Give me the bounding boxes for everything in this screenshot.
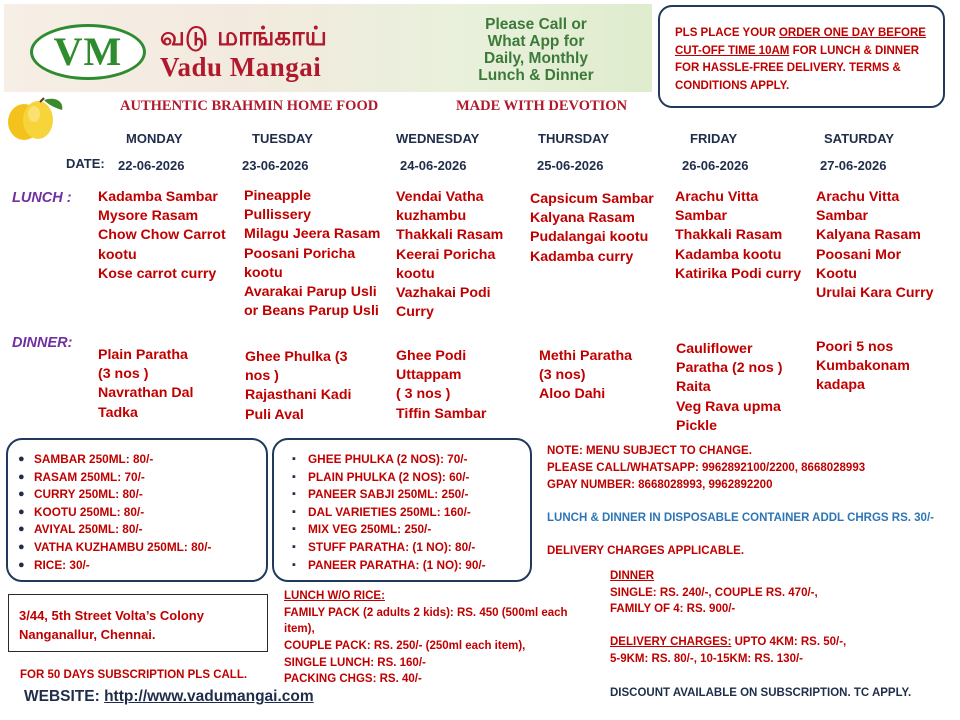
lunch-wo-rice-line: COUPLE PACK: RS. 250/- (250ml each item), — [284, 640, 526, 652]
day-monday: MONDAY — [126, 131, 183, 146]
date-saturday: 27-06-2026 — [820, 158, 887, 173]
price-text: PANEER SABJI 250ML: 250/- — [308, 487, 469, 502]
menu-item: kootu — [98, 246, 137, 263]
lunch-wo-rice-title: LUNCH W/O RICE: — [284, 590, 385, 602]
website-label: WEBSITE: — [24, 688, 105, 705]
price-item: ▪ DAL VARIETIES 250ML: 160/- — [292, 504, 471, 519]
website-link[interactable]: http://www.vadumangai.com — [104, 688, 314, 705]
dinner-prices-line: SINGLE: RS. 240/-, COUPLE RS. 470/-, — [610, 587, 818, 599]
menu-item: (3 nos ) — [98, 366, 149, 383]
delivery-charges-text: UPTO 4KM: RS. 50/-, — [731, 636, 847, 648]
tagline-authentic: AUTHENTIC BRAHMIN HOME FOOD — [120, 98, 379, 114]
menu-item: Arachu Vitta — [675, 189, 759, 205]
menu-item: Methi Paratha — [539, 348, 633, 364]
price-item: ▪ GHEE PHULKA (2 NOS): 70/- — [292, 452, 468, 466]
menu-item: Thakkali Rasam — [675, 227, 783, 244]
date-label: DATE: — [66, 156, 105, 171]
menu-item: kuzhambu — [396, 208, 467, 225]
menu-item: Kadamba curry — [530, 248, 634, 265]
menu-item: Curry — [396, 304, 434, 321]
price-item: ● RICE: 30/- — [18, 557, 90, 572]
note-phone: PLEASE CALL/WHATSAPP: 9962892100/2200, 8668028993 — [547, 462, 866, 474]
menu-item: Vazhakai Podi — [396, 285, 491, 302]
notice-text: FOR LUNCH & DINNER FOR HASSLE-FREE DELIVERY. TERMS & CONDITIONS APPLY. — [675, 44, 920, 92]
menu-item: Paratha (2 nos ) — [676, 360, 783, 377]
menu-item: Sambar — [816, 208, 869, 225]
day-tuesday: TUESDAY — [252, 131, 313, 146]
menu-item: Poosani Mor — [816, 246, 902, 263]
call-line: Daily, Monthly — [484, 50, 588, 67]
price-text: CURRY 250ML: 80/- — [34, 487, 143, 502]
dinner-saturday — [816, 338, 910, 396]
price-item: ● CURRY 250ML: 80/- — [18, 487, 143, 502]
menu-item: Urulai Kara Curry — [816, 285, 934, 302]
date-friday: 26-06-2026 — [682, 158, 749, 173]
lunch-label: LUNCH : — [12, 190, 72, 206]
menu-item: or Beans Parup Usli — [244, 303, 379, 320]
note-container: LUNCH & DINNER IN DISPOSABLE CONTAINER ADDL CHRGS RS. 30/- — [547, 512, 934, 524]
brand-name-english: Vadu Mangai — [160, 52, 322, 82]
menu-item: Pineapple — [244, 188, 312, 204]
menu-item: Uttappam — [396, 367, 462, 384]
price-item: ▪ PANEER PARATHA: (1 NO): 90/- — [292, 557, 486, 572]
day-thursday: THURSDAY — [538, 131, 610, 146]
mango-icon — [4, 94, 68, 144]
lunch-wo-rice-line: item), — [284, 623, 315, 635]
menu-item: Aloo Dahi — [539, 386, 606, 403]
menu-item: Rajasthani Kadi — [245, 387, 352, 404]
dinner-tuesday — [245, 348, 351, 425]
lunch-tuesday — [244, 187, 380, 321]
price-box-breads — [272, 438, 532, 582]
lunch-wo-rice-line: FAMILY PACK (2 adults 2 kids): RS. 450 (500ml each — [284, 607, 568, 619]
price-text: RICE: 30/- — [34, 557, 90, 572]
menu-item: Cauliflower — [676, 341, 753, 357]
lunch-wo-rice-line: SINGLE LUNCH: RS. 160/- — [284, 657, 426, 669]
menu-item: Kalyana Rasam — [816, 227, 921, 244]
menu-item: Milagu Jeera Rasam — [244, 226, 381, 243]
discount-note: DISCOUNT AVAILABLE ON SUBSCRIPTION. TC APPLY. — [610, 687, 912, 699]
delivery-charges-line — [610, 634, 846, 651]
menu-item: kootu — [396, 265, 435, 282]
price-text: AVIYAL 250ML: 80/- — [34, 522, 143, 537]
price-list-breads — [286, 451, 530, 574]
note-gpay: GPAY NUMBER: 8668028993, 9962892200 — [547, 479, 773, 491]
tagline-devotion: MADE WITH DEVOTION — [456, 98, 628, 114]
header-banner — [4, 4, 652, 92]
price-item: ● SAMBAR 250ML: 80/- — [18, 452, 154, 466]
dinner-label: DINNER: — [12, 335, 73, 351]
call-line: What App for — [487, 33, 585, 50]
order-notice-box — [658, 5, 945, 108]
menu-item: Plain Paratha — [98, 347, 188, 363]
menu-item: Poori 5 nos — [816, 339, 894, 355]
menu-item: Kose carrot curry — [98, 265, 217, 282]
menu-item: Raita — [676, 379, 711, 396]
price-item: ▪ MIX VEG 250ML: 250/- — [292, 522, 432, 537]
menu-item: Tiffin Sambar — [396, 405, 487, 422]
menu-item: Mysore Rasam — [98, 208, 199, 225]
dinner-prices-title: DINNER — [610, 570, 655, 582]
subscription-note: FOR 50 DAYS SUBSCRIPTION PLS CALL. — [20, 669, 248, 681]
price-text: RASAM 250ML: 70/- — [34, 469, 145, 484]
menu-item: Capsicum Sambar — [530, 191, 654, 207]
menu-item: Ghee Phulka (3 — [245, 349, 348, 365]
menu-item: Katirika Podi curry — [675, 265, 802, 282]
menu-item: Sambar — [675, 208, 728, 225]
delivery-charges-title: DELIVERY CHARGES: — [610, 636, 732, 648]
dinner-monday — [98, 346, 193, 423]
price-text: KOOTU 250ML: 80/- — [34, 504, 145, 519]
lunch-thursday — [530, 190, 654, 267]
price-text: STUFF PARATHA: (1 NO): 80/- — [308, 539, 476, 554]
price-text: MIX VEG 250ML: 250/- — [308, 522, 432, 537]
notice-text: PLS PLACE YOUR — [675, 27, 779, 39]
date-tuesday: 23-06-2026 — [242, 158, 309, 173]
day-wednesday: WEDNESDAY — [396, 131, 480, 146]
price-box-curries — [6, 438, 268, 582]
price-item: ● RASAM 250ML: 70/- — [18, 469, 145, 484]
day-saturday: SATURDAY — [824, 131, 895, 146]
menu-item: Kadamba Sambar — [98, 189, 218, 205]
lunch-saturday — [816, 188, 933, 303]
menu-item: Puli Aval — [245, 406, 304, 423]
call-line: Please Call or — [485, 16, 587, 33]
menu-item: Thakkali Rasam — [396, 227, 504, 244]
lunch-friday — [675, 188, 801, 284]
price-text: PANEER PARATHA: (1 NO): 90/- — [308, 557, 486, 572]
menu-item: Kumbakonam — [816, 358, 910, 375]
menu-item: Kadamba kootu — [675, 246, 782, 263]
brand-name-tamil: வடு மாங்காய் — [160, 22, 327, 52]
menu-item: Navrathan Dal — [98, 385, 194, 402]
price-list-curries — [12, 451, 266, 574]
menu-item: Avarakai Parup Usli — [244, 284, 377, 301]
note-delivery: DELIVERY CHARGES APPLICABLE. — [547, 545, 745, 557]
menu-item: Keerai Poricha — [396, 246, 496, 263]
lunch-wednesday — [396, 188, 503, 322]
menu-item: Vendai Vatha — [396, 189, 484, 205]
address-line: 3/44, 5th Street Volta’s Colony — [19, 608, 204, 623]
menu-item: Chow Chow Carrot — [98, 227, 226, 244]
price-item: ● VATHA KUZHAMBU 250ML: 80/- — [18, 539, 212, 554]
dinner-friday — [676, 340, 782, 436]
menu-item: Arachu Vitta — [816, 189, 900, 205]
menu-item: Pudalangai kootu — [530, 229, 649, 246]
note-menu-change: NOTE: MENU SUBJECT TO CHANGE. — [547, 445, 752, 457]
date-thursday: 25-06-2026 — [537, 158, 604, 173]
price-item: ▪ PLAIN PHULKA (2 NOS): 60/- — [292, 469, 470, 484]
banner-call-text — [452, 16, 620, 84]
lunch-monday — [98, 188, 226, 284]
dinner-thursday — [539, 347, 632, 405]
menu-item: kadapa — [816, 377, 865, 394]
menu-item: Kootu — [816, 265, 857, 282]
price-item: ▪ PANEER SABJI 250ML: 250/- — [292, 487, 469, 502]
call-line: Lunch & Dinner — [478, 67, 594, 84]
menu-item: ( 3 nos ) — [396, 386, 451, 403]
menu-item: Kalyana Rasam — [530, 210, 635, 227]
delivery-charges-line: 5-9KM: RS. 80/-, 10-15KM: RS. 130/- — [610, 653, 804, 665]
price-text: DAL VARIETIES 250ML: 160/- — [308, 504, 471, 519]
day-friday: FRIDAY — [690, 131, 738, 146]
website-line — [24, 688, 314, 706]
price-item: ● KOOTU 250ML: 80/- — [18, 504, 145, 519]
address-line: Nanganallur, Chennai. — [19, 626, 156, 642]
menu-item: Pullissery — [244, 207, 312, 224]
menu-item: Tadka — [98, 404, 138, 421]
menu-item: (3 nos) — [539, 367, 586, 384]
logo-text: VM — [53, 29, 123, 74]
price-item: ● AVIYAL 250ML: 80/- — [18, 522, 143, 537]
menu-item: Veg Rava upma — [676, 398, 781, 415]
price-text: SAMBAR 250ML: 80/- — [34, 452, 154, 466]
dinner-prices-line: FAMILY OF 4: RS. 900/- — [610, 603, 736, 615]
dinner-wednesday — [396, 347, 486, 424]
menu-item: Ghee Podi — [396, 348, 467, 364]
menu-item: Pickle — [676, 417, 718, 434]
menu-item: Poosani Poricha — [244, 245, 356, 262]
notice-underlined: ORDER ONE DAY BEFORE CUT-OFF TIME 10AM — [675, 27, 926, 57]
date-wednesday: 24-06-2026 — [400, 158, 467, 173]
date-monday: 22-06-2026 — [118, 158, 185, 173]
price-text: VATHA KUZHAMBU 250ML: 80/- — [34, 539, 212, 554]
lunch-wo-rice-line: PACKING CHGS: RS. 40/- — [284, 673, 422, 685]
price-text: PLAIN PHULKA (2 NOS): 60/- — [308, 469, 470, 484]
price-item: ▪ STUFF PARATHA: (1 NO): 80/- — [292, 539, 476, 554]
menu-item: kootu — [244, 264, 283, 281]
address-box — [8, 594, 268, 652]
menu-item: nos ) — [245, 368, 279, 385]
price-text: GHEE PHULKA (2 NOS): 70/- — [308, 452, 468, 466]
